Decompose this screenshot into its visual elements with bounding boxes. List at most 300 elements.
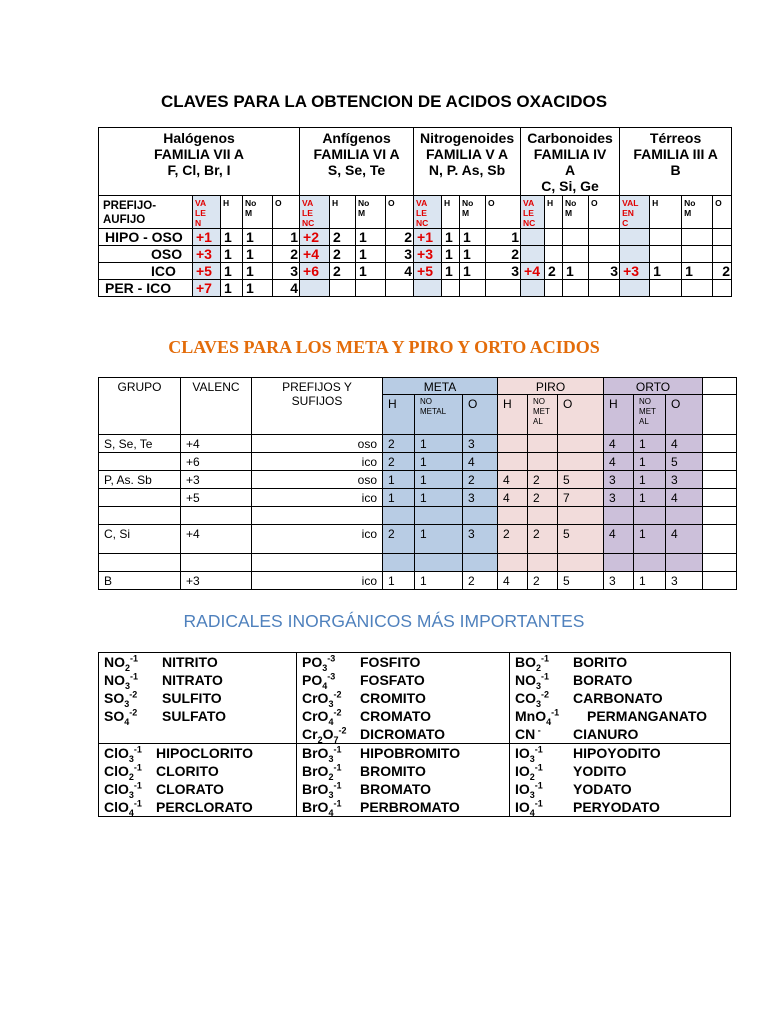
- orto-value-cell: [604, 554, 634, 572]
- nom-header: No M: [460, 196, 486, 229]
- radical-item: [515, 762, 726, 780]
- radical-name: CARBONATO: [573, 690, 663, 706]
- radical-name: PERYODATO: [573, 799, 660, 815]
- value-cell: 2: [545, 263, 563, 280]
- valencia-header: VA LE NC: [521, 196, 545, 229]
- piro-value-cell: 5: [558, 471, 604, 489]
- piro-value-cell: [498, 453, 528, 471]
- radical-name: PERBROMATO: [360, 799, 460, 815]
- radical-name: BORITO: [573, 654, 628, 670]
- value-cell: 2: [330, 229, 356, 246]
- valenc-cell: +5: [181, 489, 252, 507]
- piro-value-cell: [528, 554, 558, 572]
- empty-cell: [703, 489, 737, 507]
- family-header-cell: [99, 128, 300, 196]
- sufijo-cell: oso: [252, 471, 383, 489]
- meta-value-cell: 1: [415, 453, 463, 471]
- o-header: O: [386, 196, 414, 229]
- value-cell: [682, 229, 713, 246]
- grupo-cell: P, As. Sb: [99, 471, 181, 489]
- radical-name: BROMATO: [360, 781, 432, 797]
- table-row: [99, 229, 732, 246]
- piro-value-cell: 4: [498, 489, 528, 507]
- family-header-line: A: [564, 162, 576, 178]
- meta-o: O: [463, 395, 498, 435]
- header-grupo: GRUPO: [99, 378, 181, 435]
- empty-cell: [703, 525, 737, 554]
- orto-value-cell: [604, 507, 634, 525]
- valenc-cell: [181, 554, 252, 572]
- radicales-column: [99, 653, 297, 744]
- value-cell: [682, 280, 713, 297]
- prefijo-cell: HIPO - OSO: [99, 229, 193, 246]
- orto-value-cell: 4: [666, 489, 703, 507]
- table-row: [99, 525, 737, 554]
- radical-name: NITRITO: [162, 654, 218, 670]
- value-cell: [486, 280, 521, 297]
- radical-formula: $Cr_2O_7^{-2}$: [302, 725, 347, 744]
- orto-value-cell: 1: [634, 489, 666, 507]
- radical-formula: $IO_3^{-1}$: [515, 744, 543, 764]
- valencia-header: VA LE NC: [300, 196, 330, 229]
- piro-value-cell: 7: [558, 489, 604, 507]
- piro-value-cell: [528, 453, 558, 471]
- table-row: [99, 453, 737, 471]
- valencia-cell: [414, 280, 442, 297]
- radical-item: [302, 725, 505, 743]
- family-header-line: FAMILIA VI A: [313, 146, 400, 162]
- family-header-line: B: [670, 162, 681, 178]
- family-header-cell: [620, 128, 732, 196]
- radical-name: NITRATO: [162, 672, 223, 688]
- value-cell: 3: [589, 263, 620, 280]
- value-cell: 1: [563, 263, 589, 280]
- meta-value-cell: 2: [383, 453, 415, 471]
- family-header-cell: [300, 128, 414, 196]
- table-row: [99, 435, 737, 453]
- radical-item: [302, 707, 505, 725]
- h-header: H: [442, 196, 460, 229]
- value-cell: [356, 280, 386, 297]
- value-cell: 1: [356, 263, 386, 280]
- valenc-cell: [181, 507, 252, 525]
- orto-value-cell: [634, 507, 666, 525]
- sufijo-cell: ico: [252, 453, 383, 471]
- value-cell: 1: [650, 263, 682, 280]
- value-cell: [545, 246, 563, 263]
- prefijo-label: PREFIJO- AUFIJO: [99, 196, 193, 229]
- orto-nometal: NO MET AL: [634, 395, 666, 435]
- family-header-line: F, Cl, Br, I: [167, 162, 231, 178]
- radical-name: PERMANGANATO: [587, 708, 708, 724]
- valenc-cell: +3: [181, 471, 252, 489]
- piro-value-cell: 5: [558, 572, 604, 590]
- orto-value-cell: 1: [634, 525, 666, 554]
- piro-nometal: NO MET AL: [528, 395, 558, 435]
- orto-value-cell: 3: [604, 572, 634, 590]
- value-cell: 1: [221, 229, 243, 246]
- valencia-cell: [521, 229, 545, 246]
- value-cell: [589, 246, 620, 263]
- grupo-cell: [99, 554, 181, 572]
- table-row: [99, 572, 737, 590]
- radicales-column: [510, 653, 731, 744]
- meta-value-cell: 1: [415, 435, 463, 453]
- radical-name: YODATO: [573, 781, 632, 797]
- piro-value-cell: [498, 554, 528, 572]
- empty-cell: [703, 435, 737, 453]
- value-cell: [589, 280, 620, 297]
- piro-value-cell: [528, 435, 558, 453]
- sufijo-cell: [252, 507, 383, 525]
- meta-value-cell: 3: [463, 525, 498, 554]
- value-cell: 1: [460, 229, 486, 246]
- valencia-cell: [300, 280, 330, 297]
- orto-value-cell: [634, 554, 666, 572]
- valencia-header: VAL EN C: [620, 196, 650, 229]
- family-header-line: Anfígenos: [322, 130, 391, 146]
- sufijo-cell: ico: [252, 572, 383, 590]
- value-cell: 1: [356, 229, 386, 246]
- meta-value-cell: 2: [463, 572, 498, 590]
- header-piro: PIRO: [498, 378, 604, 395]
- prefijo-cell: PER - ICO: [99, 280, 193, 297]
- header-prefijos: PREFIJOS Y SUFIJOS: [252, 378, 383, 435]
- meta-value-cell: 1: [383, 572, 415, 590]
- sufijo-cell: oso: [252, 435, 383, 453]
- value-cell: [563, 246, 589, 263]
- table-row: [99, 471, 737, 489]
- family-header-cell: [414, 128, 521, 196]
- orto-value-cell: 1: [634, 572, 666, 590]
- family-header-line: FAMILIA V A: [425, 146, 509, 162]
- radical-name: CROMITO: [360, 690, 426, 706]
- meta-nometal: NO METAL: [415, 395, 463, 435]
- radical-name: HIPOBROMITO: [360, 745, 461, 761]
- orto-value-cell: 1: [634, 435, 666, 453]
- value-cell: 1: [442, 229, 460, 246]
- table-row: [99, 554, 737, 572]
- empty-cell: [703, 507, 737, 525]
- value-cell: 4: [273, 280, 300, 297]
- radical-item: [104, 762, 292, 780]
- valenc-cell: +4: [181, 525, 252, 554]
- valencia-cell: +4: [521, 263, 545, 280]
- orto-h: H: [604, 395, 634, 435]
- radical-item: [515, 798, 726, 816]
- radical-formula: $IO_2^{-1}$: [515, 762, 543, 782]
- family-header-line: FAMILIA IV: [533, 146, 607, 162]
- grupo-cell: C, Si: [99, 525, 181, 554]
- radical-formula: CrO$_3^{-2}$: [302, 689, 342, 709]
- piro-value-cell: [558, 453, 604, 471]
- radical-formula: $NO_2^{-1}$: [104, 653, 139, 673]
- radical-item: [302, 762, 505, 780]
- empty-cell: [703, 471, 737, 489]
- grupo-cell: [99, 507, 181, 525]
- value-cell: 1: [442, 246, 460, 263]
- radical-item: [515, 671, 726, 689]
- value-cell: 1: [682, 263, 713, 280]
- radical-name: CLORATO: [156, 781, 224, 797]
- sufijo-cell: ico: [252, 489, 383, 507]
- grupo-cell: S, Se, Te: [99, 435, 181, 453]
- orto-value-cell: 3: [666, 471, 703, 489]
- radical-formula: CN -: [515, 725, 541, 742]
- family-header-line: S, Se, Te: [327, 162, 386, 178]
- valencia-cell: [521, 280, 545, 297]
- radical-item: [302, 798, 505, 816]
- radicales-column: [99, 744, 297, 817]
- radical-item: [104, 653, 292, 671]
- radical-item: [515, 744, 726, 762]
- radical-name: SULFITO: [162, 690, 222, 706]
- radical-item: [515, 725, 726, 743]
- radical-name: DICROMATO: [360, 726, 446, 742]
- grupo-cell: B: [99, 572, 181, 590]
- radical-formula: $CO_3^{-2}$: [515, 689, 550, 709]
- value-cell: [545, 229, 563, 246]
- radical-formula: CrO$_4^{-2}$: [302, 707, 342, 727]
- meta-value-cell: 3: [463, 489, 498, 507]
- radical-name: CROMATO: [360, 708, 432, 724]
- value-cell: [713, 229, 732, 246]
- meta-value-cell: 1: [415, 489, 463, 507]
- header-valenc: VALENC: [181, 378, 252, 435]
- orto-value-cell: 3: [666, 572, 703, 590]
- value-cell: 1: [273, 229, 300, 246]
- nom-header: No M: [563, 196, 589, 229]
- piro-value-cell: [498, 507, 528, 525]
- piro-value-cell: 2: [528, 471, 558, 489]
- piro-value-cell: 2: [528, 572, 558, 590]
- valencia-header: VA LE N: [193, 196, 221, 229]
- sufijo-cell: ico: [252, 525, 383, 554]
- valencia-cell: [620, 229, 650, 246]
- piro-value-cell: 2: [528, 489, 558, 507]
- value-cell: 2: [713, 263, 732, 280]
- orto-value-cell: 4: [604, 435, 634, 453]
- h-header: H: [650, 196, 682, 229]
- family-header-line: C, Si, Ge: [541, 178, 599, 194]
- h-header: H: [545, 196, 563, 229]
- value-cell: [682, 246, 713, 263]
- family-header-line: FAMILIA VII A: [154, 146, 244, 162]
- radicales-column: [297, 653, 510, 744]
- value-cell: 2: [386, 229, 414, 246]
- family-header-line: Halógenos: [163, 130, 235, 146]
- radical-formula: ClO$_3^{-1}$: [104, 780, 142, 800]
- radical-item: [515, 780, 726, 798]
- meta-value-cell: 1: [383, 489, 415, 507]
- o-header: O: [713, 196, 732, 229]
- meta-value-cell: [415, 554, 463, 572]
- radical-formula: $SO_4^{-2}$: [104, 707, 138, 727]
- radicales-block: [99, 744, 731, 817]
- table-oxacidos: [98, 127, 732, 297]
- radical-formula: ClO$_3^{-1}$: [104, 744, 142, 764]
- meta-value-cell: [415, 507, 463, 525]
- value-cell: 1: [356, 246, 386, 263]
- prefijo-cell: OSO: [99, 246, 193, 263]
- valenc-cell: +4: [181, 435, 252, 453]
- radical-formula: ClO$_2^{-1}$: [104, 762, 142, 782]
- nom-header: No M: [682, 196, 713, 229]
- o-header: O: [486, 196, 521, 229]
- value-cell: 1: [442, 263, 460, 280]
- radicales-column: [510, 744, 731, 817]
- value-cell: 3: [486, 263, 521, 280]
- radical-formula: $PO_3^{-3}$: [302, 653, 336, 673]
- h-header: H: [221, 196, 243, 229]
- value-cell: 1: [243, 280, 273, 297]
- family-header-row: [99, 128, 732, 196]
- grupo-cell: [99, 453, 181, 471]
- radical-name: PERCLORATO: [156, 799, 253, 815]
- table-row: [99, 489, 737, 507]
- piro-value-cell: 4: [498, 471, 528, 489]
- value-cell: [713, 280, 732, 297]
- radical-name: BORATO: [573, 672, 633, 688]
- value-cell: 1: [460, 263, 486, 280]
- valencia-cell: [620, 246, 650, 263]
- subheader-row: [99, 196, 732, 229]
- valencia-cell: +3: [414, 246, 442, 263]
- piro-value-cell: [558, 507, 604, 525]
- value-cell: 1: [221, 280, 243, 297]
- valenc-cell: +6: [181, 453, 252, 471]
- valencia-cell: +1: [414, 229, 442, 246]
- nom-header: No M: [356, 196, 386, 229]
- valencia-cell: +5: [193, 263, 221, 280]
- value-cell: [650, 229, 682, 246]
- radical-formula: ClO$_4^{-1}$: [104, 798, 142, 817]
- value-cell: 1: [460, 246, 486, 263]
- value-cell: 2: [330, 263, 356, 280]
- empty-cell: [703, 572, 737, 590]
- radical-name: BROMITO: [360, 763, 426, 779]
- valenc-cell: +3: [181, 572, 252, 590]
- orto-value-cell: 3: [604, 471, 634, 489]
- piro-o: O: [558, 395, 604, 435]
- value-cell: [713, 246, 732, 263]
- radical-item: [302, 671, 505, 689]
- family-header-cell: [521, 128, 620, 196]
- family-header-line: Nitrogenoides: [419, 130, 515, 146]
- table-row: [99, 246, 732, 263]
- value-cell: 3: [273, 263, 300, 280]
- valencia-cell: +3: [193, 246, 221, 263]
- radical-item: [302, 689, 505, 707]
- value-cell: 1: [243, 246, 273, 263]
- meta-value-cell: 4: [463, 453, 498, 471]
- o-header: O: [273, 196, 300, 229]
- value-cell: 1: [221, 246, 243, 263]
- radical-item: [302, 653, 505, 671]
- value-cell: [650, 280, 682, 297]
- orto-value-cell: 4: [604, 453, 634, 471]
- value-cell: [386, 280, 414, 297]
- piro-value-cell: [498, 435, 528, 453]
- value-cell: 1: [221, 263, 243, 280]
- valencia-cell: +3: [620, 263, 650, 280]
- valencia-cell: +2: [300, 229, 330, 246]
- piro-value-cell: 5: [558, 525, 604, 554]
- radical-item: [104, 671, 292, 689]
- empty-cell: [703, 378, 737, 395]
- meta-value-cell: 2: [463, 471, 498, 489]
- table-row: [99, 280, 732, 297]
- value-cell: 1: [243, 263, 273, 280]
- meta-value-cell: 3: [463, 435, 498, 453]
- meta-value-cell: 1: [415, 471, 463, 489]
- meta-value-cell: 2: [383, 525, 415, 554]
- valencia-cell: [521, 246, 545, 263]
- valencia-cell: +5: [414, 263, 442, 280]
- valencia-header: VA LE NC: [414, 196, 442, 229]
- family-header-line: N, P. As, Sb: [428, 162, 506, 178]
- orto-value-cell: 4: [666, 435, 703, 453]
- radical-formula: BrO$_4^{-1}$: [302, 798, 342, 817]
- radical-item: [104, 744, 292, 762]
- h-header: H: [330, 196, 356, 229]
- value-cell: [460, 280, 486, 297]
- radical-name: HIPOYODITO: [573, 745, 661, 761]
- radical-formula: BrO$_3^{-1}$: [302, 744, 342, 764]
- radical-item: [515, 707, 726, 725]
- radical-item: [302, 744, 505, 762]
- radical-formula: $SO_3^{-2}$: [104, 689, 138, 709]
- family-header-line: FAMILIA III A: [633, 146, 718, 162]
- radicales-block: [99, 653, 731, 744]
- value-cell: 2: [486, 246, 521, 263]
- meta-value-cell: 1: [415, 525, 463, 554]
- orto-value-cell: [666, 507, 703, 525]
- meta-value-cell: 1: [415, 572, 463, 590]
- sufijo-cell: [252, 554, 383, 572]
- header-orto: ORTO: [604, 378, 703, 395]
- valencia-cell: +7: [193, 280, 221, 297]
- piro-h: H: [498, 395, 528, 435]
- value-cell: 2: [330, 246, 356, 263]
- value-cell: [650, 246, 682, 263]
- piro-value-cell: 4: [498, 572, 528, 590]
- header-meta: META: [383, 378, 498, 395]
- valencia-cell: +4: [300, 246, 330, 263]
- o-header: O: [589, 196, 620, 229]
- orto-value-cell: 1: [634, 471, 666, 489]
- radical-formula: $PO_4^{-3}$: [302, 671, 336, 691]
- valencia-cell: +6: [300, 263, 330, 280]
- meta-value-cell: [463, 554, 498, 572]
- radical-formula: $IO_3^{-1}$: [515, 780, 543, 800]
- meta-value-cell: [463, 507, 498, 525]
- radical-item: [104, 689, 292, 707]
- title-oxacidos: CLAVES PARA LA OBTENCION DE ACIDOS OXACIDOS: [160, 92, 608, 111]
- orto-o: O: [666, 395, 703, 435]
- value-cell: [442, 280, 460, 297]
- empty-cell: [703, 453, 737, 471]
- valencia-cell: [620, 280, 650, 297]
- title-radicales: RADICALES INORGÁNICOS MÁS IMPORTANTES: [183, 611, 585, 631]
- radical-item: [104, 707, 292, 725]
- radical-formula: BrO$_3^{-1}$: [302, 780, 342, 800]
- radical-name: CIANURO: [573, 726, 639, 742]
- table-row: [99, 263, 732, 280]
- radical-name: FOSFITO: [360, 654, 421, 670]
- radical-item: [515, 689, 726, 707]
- meta-value-cell: 2: [383, 435, 415, 453]
